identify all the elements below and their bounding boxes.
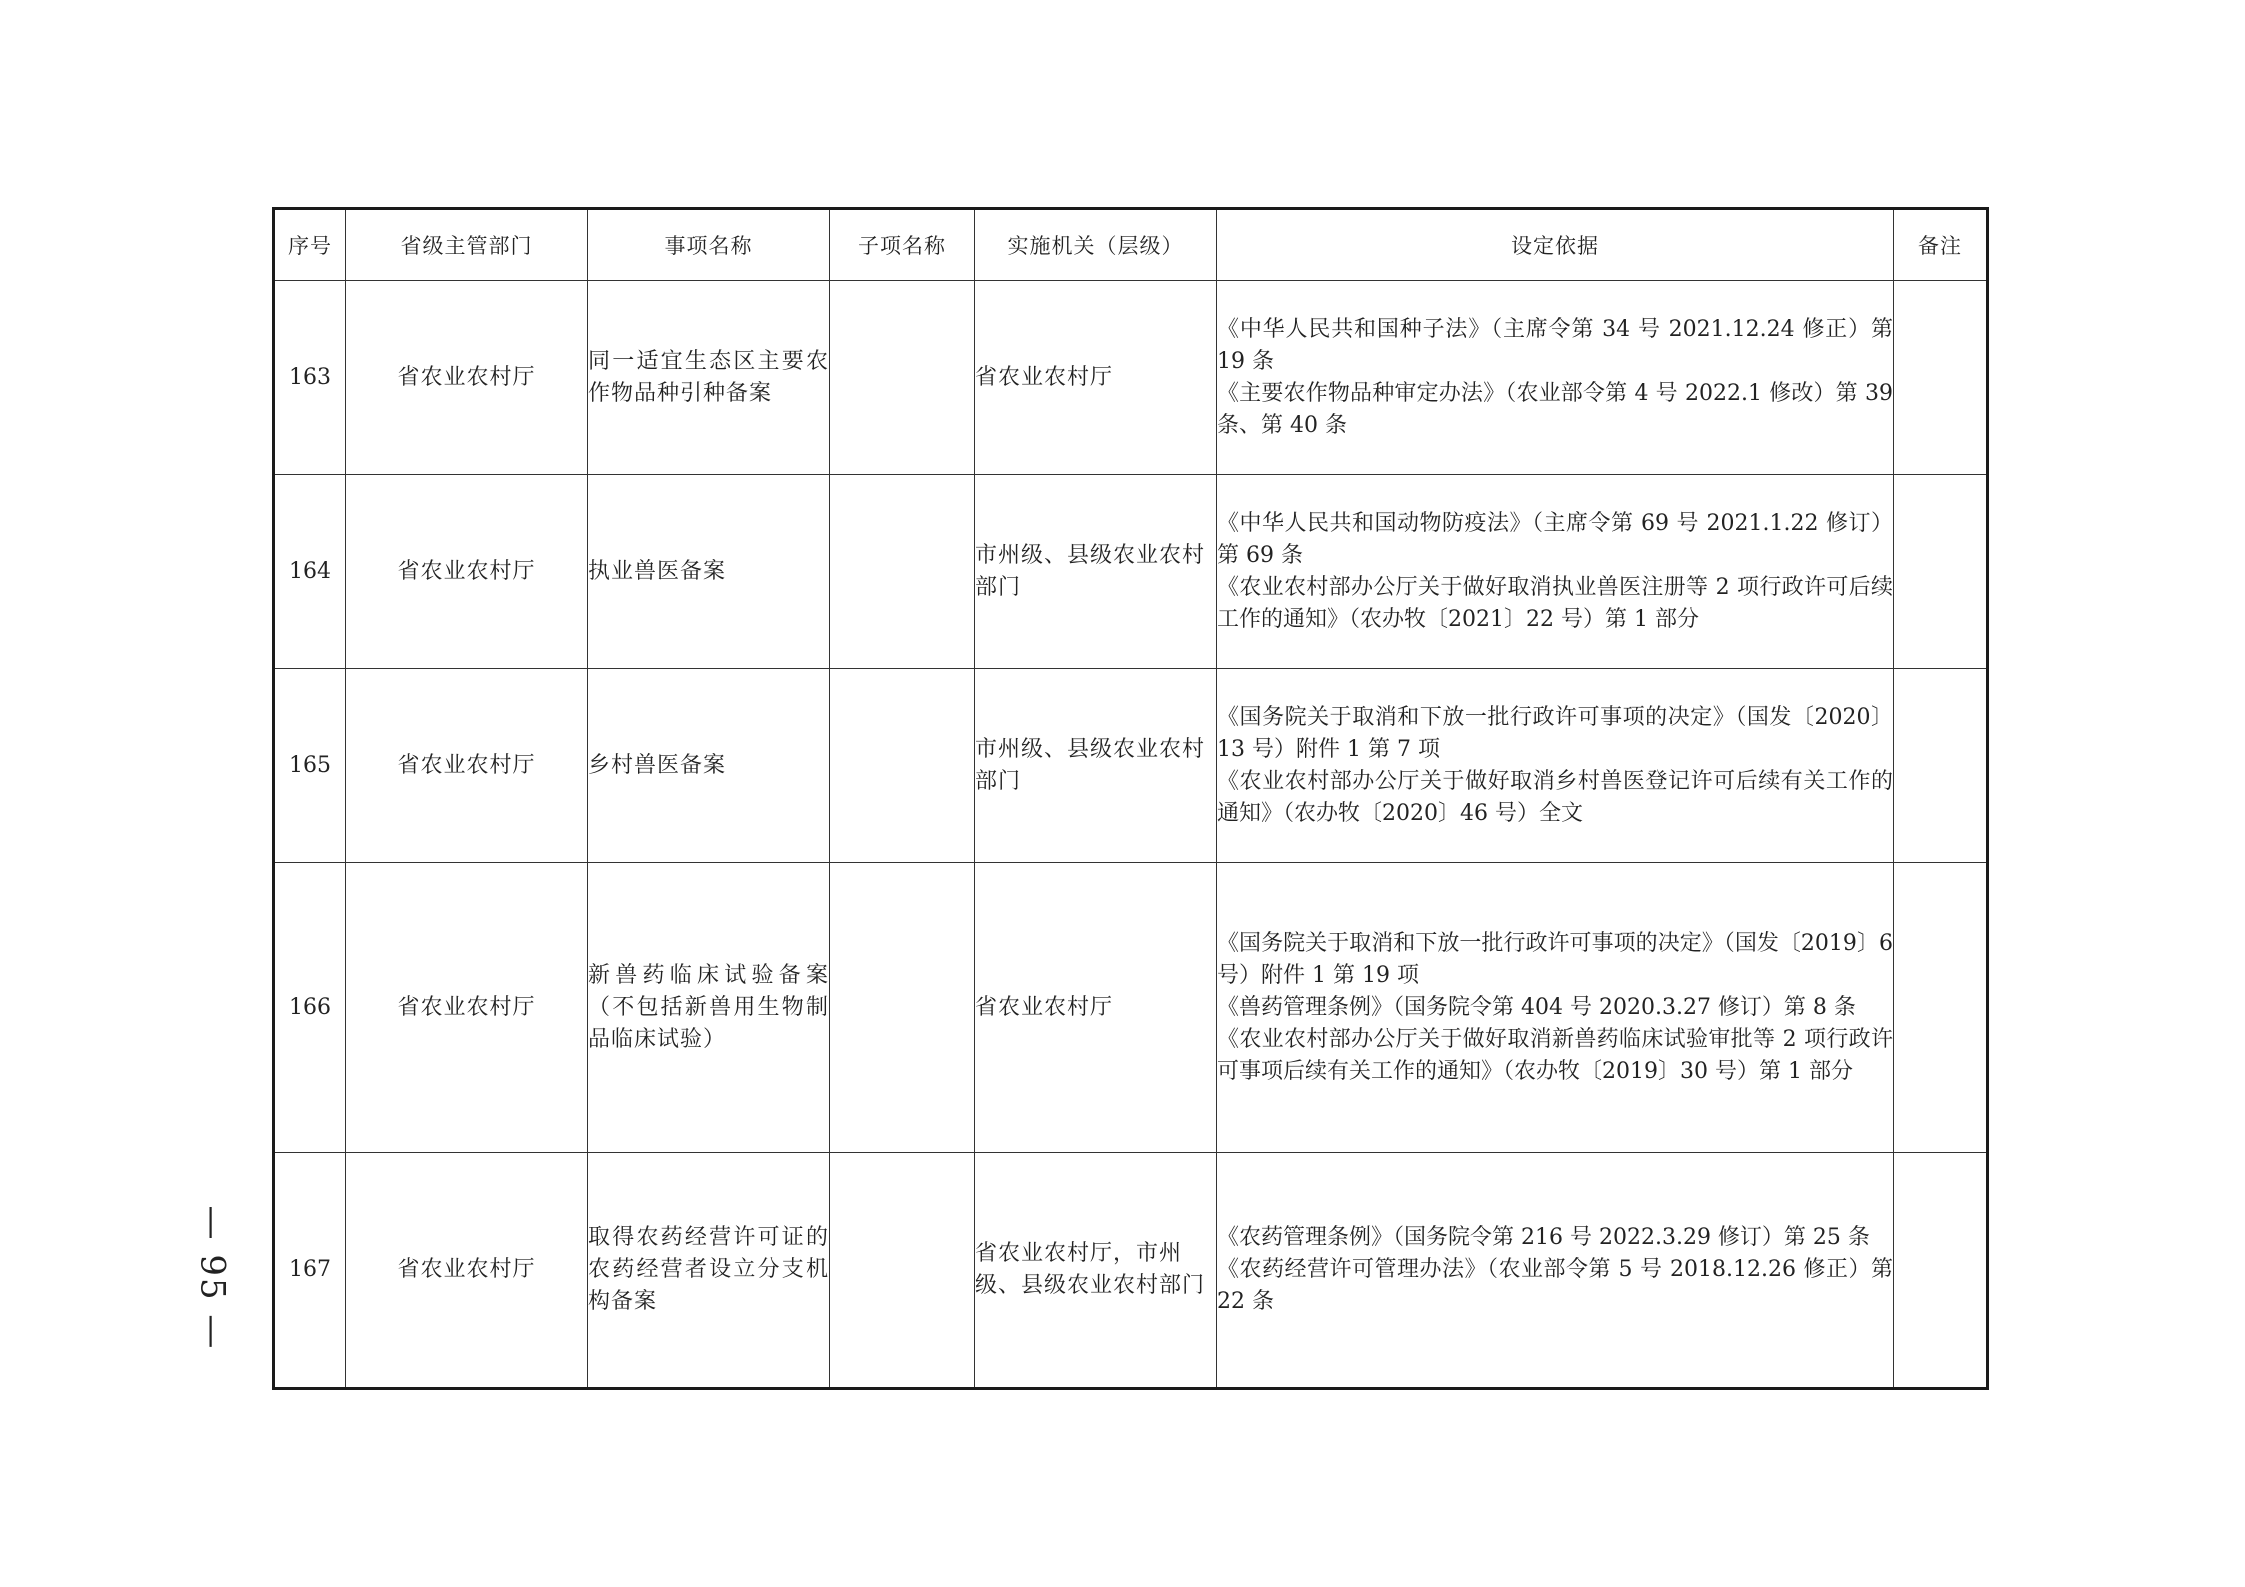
cell-dept: 省农业农村厅	[346, 475, 588, 669]
cell-basis	[1217, 281, 1894, 475]
header-basis: 设定依据	[1217, 209, 1894, 281]
cell-sub-item	[830, 863, 975, 1153]
cell-seq: 164	[274, 475, 346, 669]
cell-note	[1894, 281, 1988, 475]
basis-line: 《中华人民共和国动物防疫法》（主席令第 69 号 2021.1.22 修订）第 69 条	[1217, 510, 1893, 568]
table-row	[274, 281, 1988, 475]
cell-seq: 166	[274, 863, 346, 1153]
cell-org: 省农业农村厅	[975, 863, 1217, 1153]
cell-sub-item	[830, 475, 975, 669]
cell-note	[1894, 863, 1988, 1153]
cell-seq: 165	[274, 669, 346, 863]
header-org: 实施机关（层级）	[975, 209, 1217, 281]
header-dept: 省级主管部门	[346, 209, 588, 281]
basis-line: 《农药管理条例》（国务院令第 216 号 2022.3.29 修订）第 25 条	[1217, 1225, 1870, 1250]
basis-line: 《农药经营许可管理办法》（农业部令第 5 号 2018.12.26 修正）第 22 条	[1217, 1257, 1893, 1314]
table-row	[274, 1153, 1988, 1389]
cell-dept: 省农业农村厅	[346, 863, 588, 1153]
cell-sub-item	[830, 281, 975, 475]
cell-dept: 省农业农村厅	[346, 1153, 588, 1389]
cell-org: 市州级、县级农业农村部门	[975, 669, 1217, 863]
table-row	[274, 669, 1988, 863]
cell-item-name: 同一适宜生态区主要农作物品种引种备案	[588, 281, 830, 475]
basis-line: 《主要农作物品种审定办法》（农业部令第 4 号 2022.1 修改）第 39 条、第 40 条	[1217, 380, 1893, 438]
matters-table	[272, 207, 1989, 1390]
basis-line: 《中华人民共和国种子法》（主席令第 34 号 2021.12.24 修正）第 19 条	[1217, 316, 1893, 374]
cell-note	[1894, 1153, 1988, 1389]
cell-item-name: 取得农药经营许可证的农药经营者设立分支机构备案	[588, 1153, 830, 1389]
basis-line: 《国务院关于取消和下放一批行政许可事项的决定》（国发〔2020〕13 号）附件 1 第 7 项	[1217, 704, 1893, 762]
header-sub-item: 子项名称	[830, 209, 975, 281]
cell-org: 省农业农村厅	[975, 281, 1217, 475]
cell-org: 市州级、县级农业农村部门	[975, 475, 1217, 669]
cell-basis	[1217, 863, 1894, 1153]
header-row	[274, 209, 1988, 281]
basis-line: 《国务院关于取消和下放一批行政许可事项的决定》（国发〔2019〕6 号）附件 1 第 19 项	[1217, 930, 1893, 988]
table-row	[274, 863, 1988, 1153]
header-seq: 序号	[274, 209, 346, 281]
cell-sub-item	[830, 1153, 975, 1389]
cell-basis	[1217, 1153, 1894, 1389]
cell-dept: 省农业农村厅	[346, 669, 588, 863]
basis-line: 《农业农村部办公厅关于做好取消执业兽医注册等 2 项行政许可后续工作的通知》（农办牧〔2021〕22 号）第 1 部分	[1217, 574, 1893, 632]
cell-sub-item	[830, 669, 975, 863]
basis-line: 《兽药管理条例》（国务院令第 404 号 2020.3.27 修订）第 8 条	[1217, 994, 1856, 1020]
basis-line: 《农业农村部办公厅关于做好取消乡村兽医登记许可后续有关工作的通知》（农办牧〔2020〕46 号）全文	[1217, 768, 1893, 826]
page-number	[182, 1205, 242, 1351]
header-item-name: 事项名称	[588, 209, 830, 281]
cell-basis	[1217, 669, 1894, 863]
cell-seq: 163	[274, 281, 346, 475]
cell-dept: 省农业农村厅	[346, 281, 588, 475]
cell-basis	[1217, 475, 1894, 669]
cell-item-name: 新兽药临床试验备案（不包括新兽用生物制品临床试验）	[588, 863, 830, 1153]
table-row	[274, 475, 1988, 669]
cell-item-name: 执业兽医备案	[588, 475, 830, 669]
cell-note	[1894, 475, 1988, 669]
cell-item-name: 乡村兽医备案	[588, 669, 830, 863]
basis-line: 《农业农村部办公厅关于做好取消新兽药临床试验审批等 2 项行政许可事项后续有关工作的通知》（农办牧〔2019〕30 号）第 1 部分	[1217, 1026, 1893, 1084]
page-number-text: — 95 —	[192, 1205, 233, 1351]
cell-seq: 167	[274, 1153, 346, 1389]
header-note: 备注	[1894, 209, 1988, 281]
cell-note	[1894, 669, 1988, 863]
cell-org: 省农业农村厅，市州级、县级农业农村部门	[975, 1153, 1217, 1389]
